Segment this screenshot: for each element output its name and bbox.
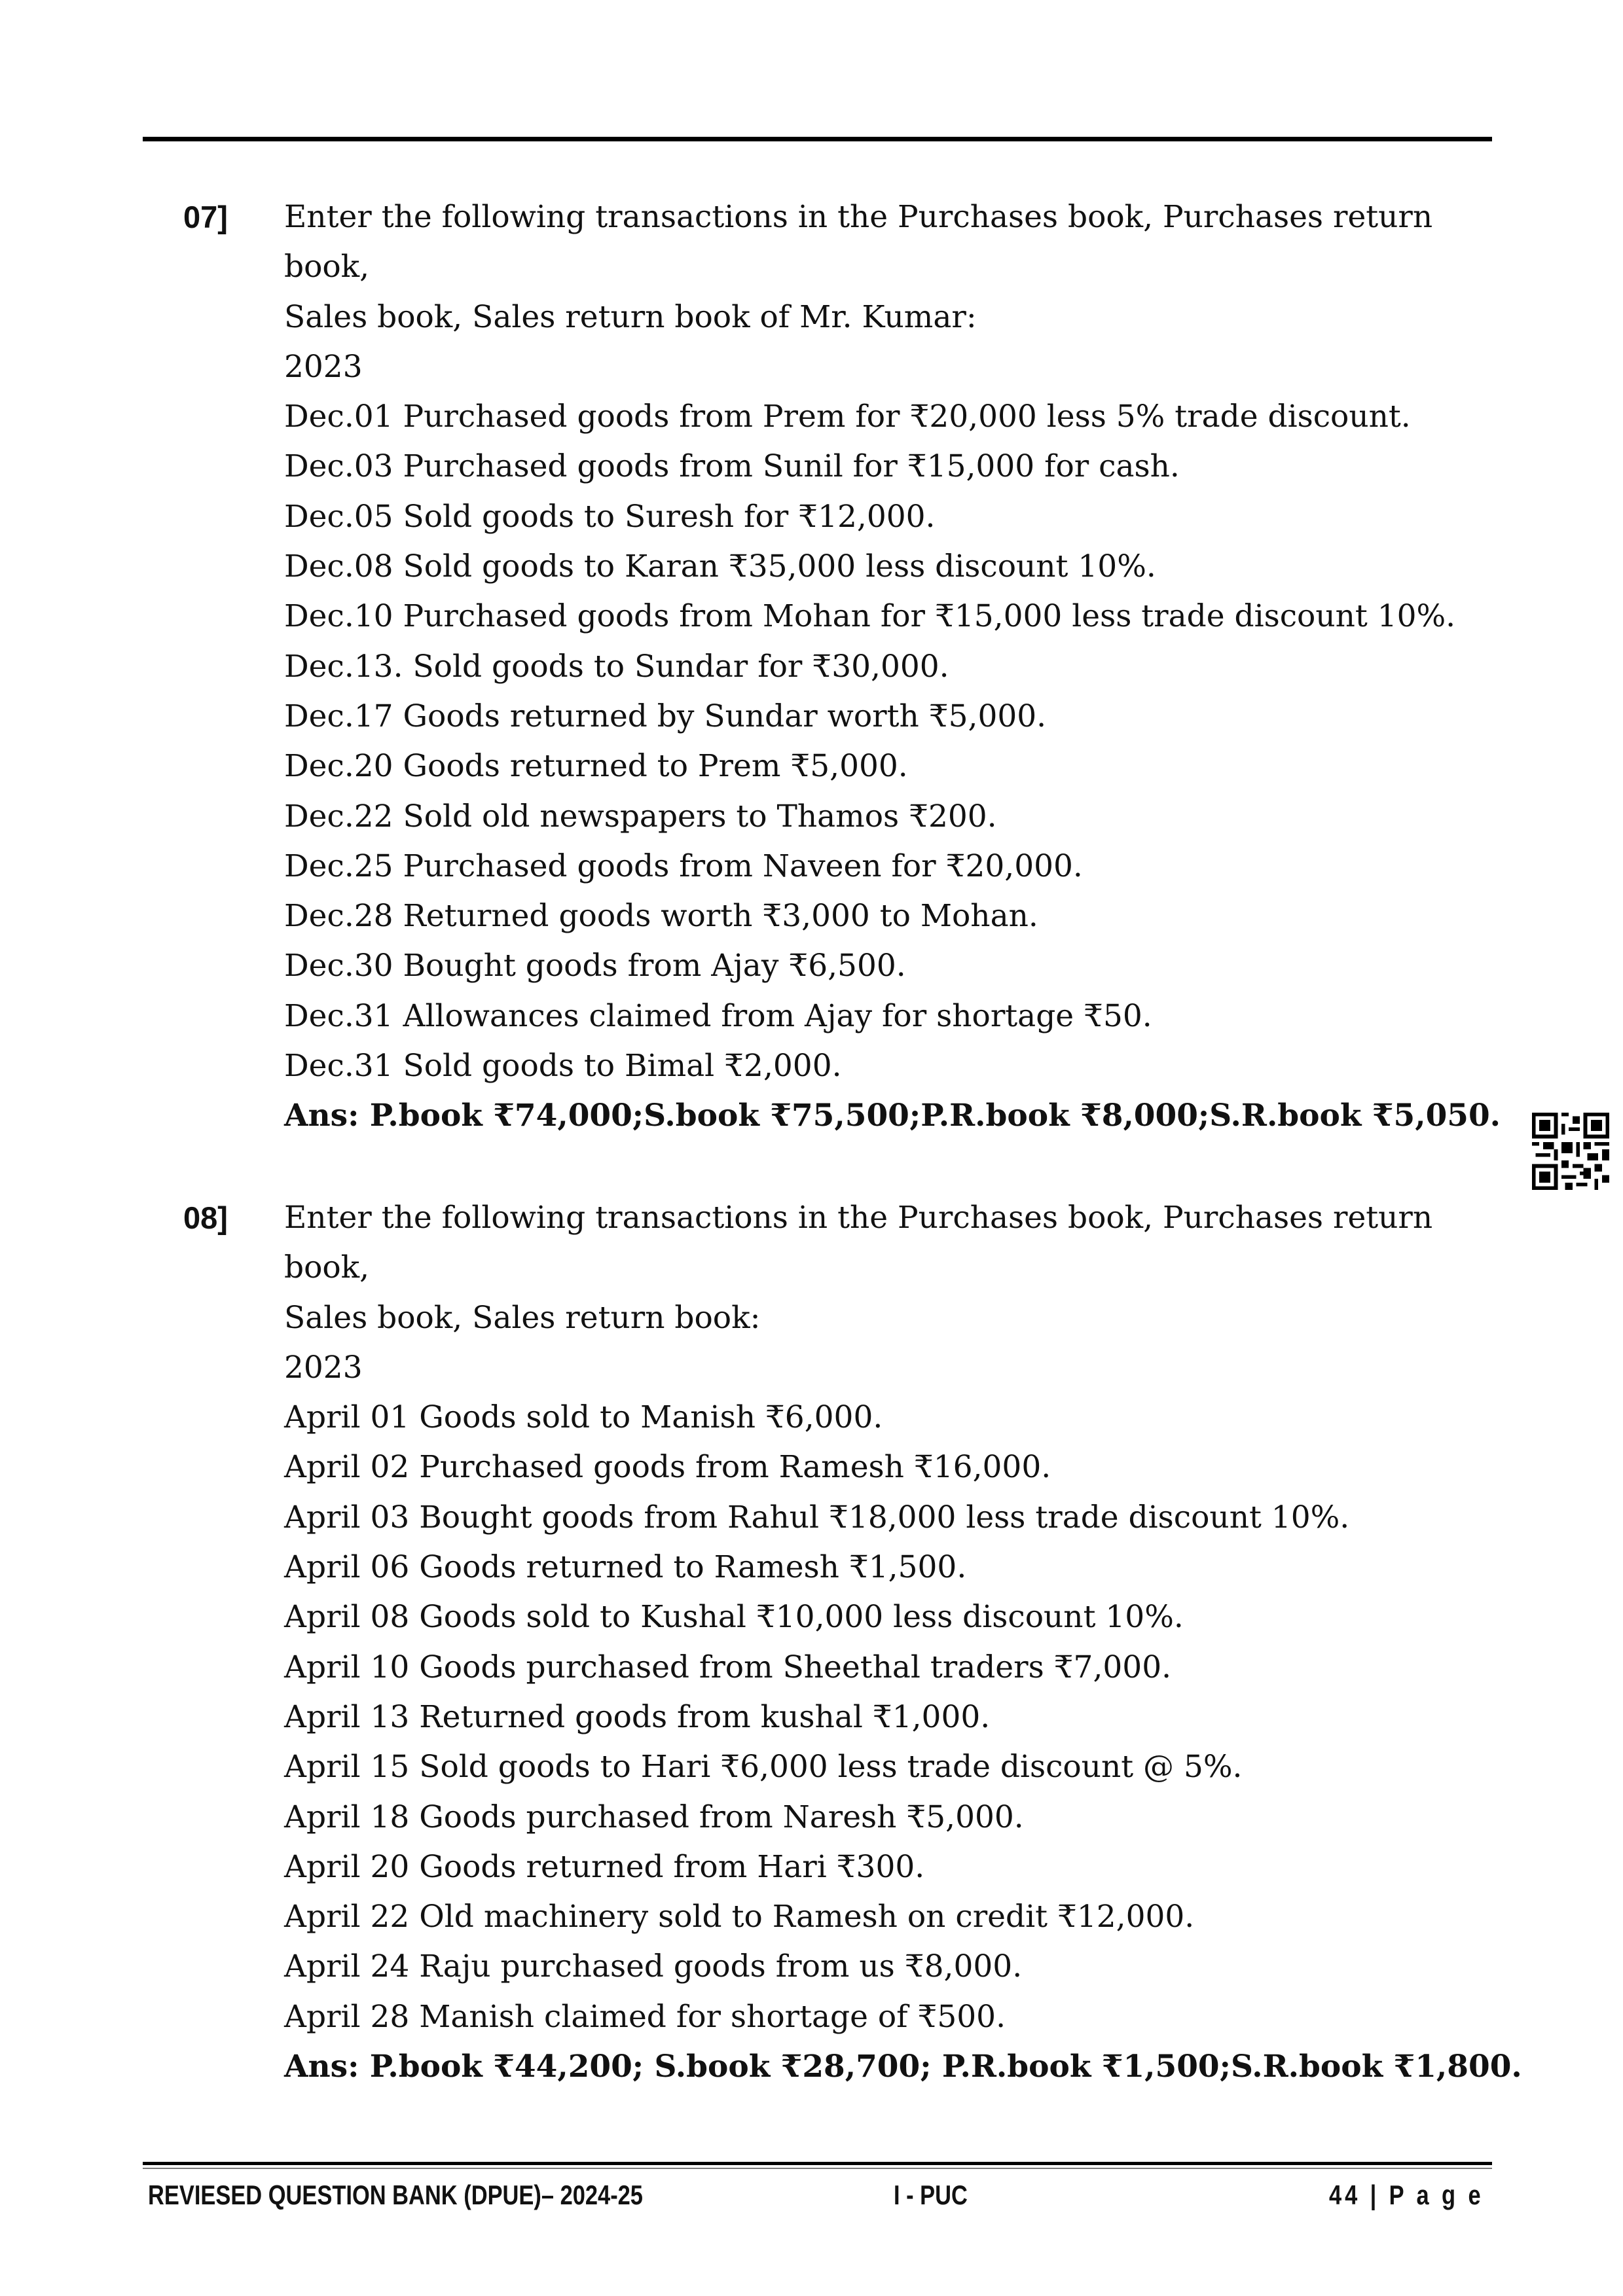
transaction-line: April 15 Sold goods to Hari ₹6,000 less trade discount @ 5%. xyxy=(284,1749,1243,1785)
footer-rule xyxy=(143,2162,1492,2165)
transaction-line: April 10 Goods purchased from Sheethal traders ₹7,000. xyxy=(284,1649,1172,1685)
question-line: Sales book, Sales return book: xyxy=(284,1299,761,1336)
question-body xyxy=(284,192,1501,1141)
transaction-line: Dec.28 Returned goods worth ₹3,000 to Mohan. xyxy=(284,898,1038,935)
answer-line: Ans: P.book ₹44,200; S.book ₹28,700; P.R.book ₹1,500;S.R.book ₹1,800. xyxy=(284,2049,1522,2085)
transaction-line: Dec.22 Sold old newspapers to Thamos ₹200. xyxy=(284,798,997,834)
question-line: book, xyxy=(284,249,370,285)
transaction-line: Dec.30 Bought goods from Ajay ₹6,500. xyxy=(284,948,906,984)
transaction-line: April 08 Goods sold to Kushal ₹10,000 less discount 10%. xyxy=(284,1599,1184,1636)
transaction-line: April 20 Goods returned from Hari ₹300. xyxy=(284,1848,925,1885)
transaction-line: Dec.08 Sold goods to Karan ₹35,000 less discount 10%. xyxy=(284,548,1156,585)
transaction-line: Dec.03 Purchased goods from Sunil for ₹15,000 for cash. xyxy=(284,448,1180,485)
transaction-line: April 24 Raju purchased goods from us ₹8,000. xyxy=(284,1948,1023,1985)
question-line: Enter the following transactions in the Purchases book, Purchases return xyxy=(284,1200,1433,1236)
footer-title: REVIESED QUESTION BANK (DPUE)– 2024-25 xyxy=(148,2179,643,2210)
transaction-line: Dec.17 Goods returned by Sundar worth ₹5,000. xyxy=(284,698,1047,734)
question-line: book, xyxy=(284,1249,370,1286)
question-number: 08] xyxy=(183,1200,228,1235)
transaction-line: April 03 Bought goods from Rahul ₹18,000 less trade discount 10%. xyxy=(284,1499,1350,1535)
question-line: Enter the following transactions in the Purchases book, Purchases return xyxy=(284,199,1433,235)
transaction-line: April 01 Goods sold to Manish ₹6,000. xyxy=(284,1399,883,1436)
transaction-line: April 18 Goods purchased from Naresh ₹5,000. xyxy=(284,1799,1024,1835)
question-number: 07] xyxy=(183,200,228,234)
header-rule xyxy=(143,137,1492,141)
page-number: 44 | P a g e xyxy=(1329,2179,1484,2210)
answer-line: Ans: P.book ₹74,000;S.book ₹75,500;P.R.book ₹8,000;S.R.book ₹5,050. xyxy=(284,1098,1501,1134)
transaction-line: Dec.20 Goods returned to Prem ₹5,000. xyxy=(284,748,908,785)
transaction-line: April 22 Old machinery sold to Ramesh on credit ₹12,000. xyxy=(284,1899,1195,1935)
footer-class: I - PUC xyxy=(894,2179,968,2210)
question-year: 2023 xyxy=(284,348,363,385)
transaction-line: Dec.13. Sold goods to Sundar for ₹30,000. xyxy=(284,648,949,685)
transaction-line: April 13 Returned goods from kushal ₹1,000. xyxy=(284,1698,991,1735)
transaction-line: Dec.31 Allowances claimed from Ajay for shortage ₹50. xyxy=(284,997,1152,1034)
question-year: 2023 xyxy=(284,1349,363,1386)
transaction-line: Dec.10 Purchased goods from Mohan for ₹15,000 less trade discount 10%. xyxy=(284,598,1456,635)
transaction-line: Dec.31 Sold goods to Bimal ₹2,000. xyxy=(284,1048,842,1085)
transaction-line: April 28 Manish claimed for shortage of ₹500. xyxy=(284,1998,1006,2035)
question-body xyxy=(284,1193,1522,2092)
question-line: Sales book, Sales return book of Mr. Kumar: xyxy=(284,298,977,335)
transaction-line: April 06 Goods returned to Ramesh ₹1,500. xyxy=(284,1549,967,1586)
transaction-line: April 02 Purchased goods from Ramesh ₹16,000. xyxy=(284,1449,1051,1486)
footer-rule-thin xyxy=(143,2168,1492,2169)
qr-code-icon[interactable] xyxy=(1532,1113,1609,1190)
transaction-line: Dec.25 Purchased goods from Naveen for ₹20,000. xyxy=(284,848,1083,884)
transaction-line: Dec.01 Purchased goods from Prem for ₹20,000 less 5% trade discount. xyxy=(284,399,1411,435)
transaction-line: Dec.05 Sold goods to Suresh for ₹12,000. xyxy=(284,498,936,535)
